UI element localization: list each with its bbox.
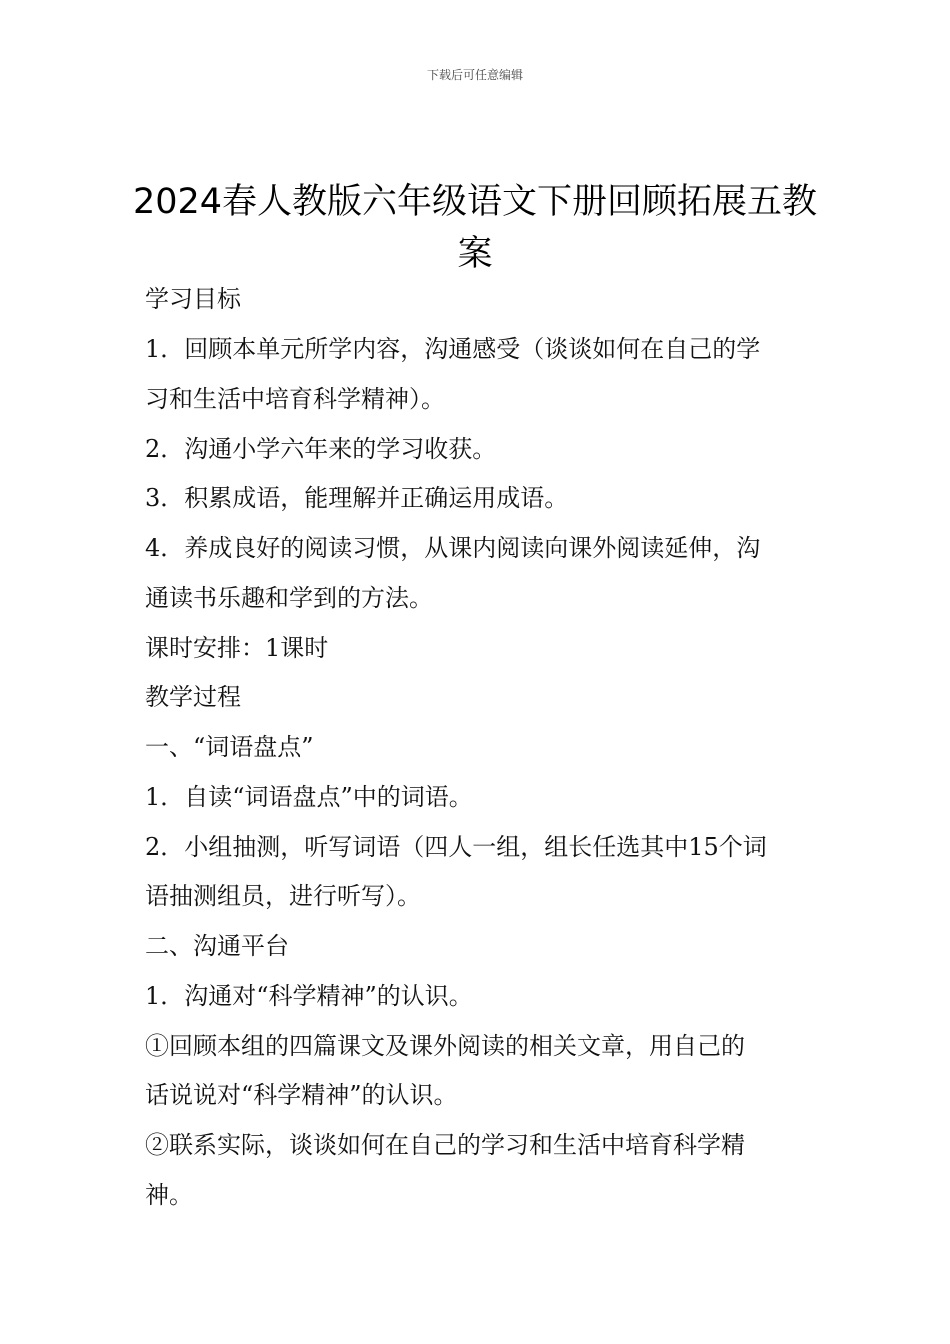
header-note: 下载后可任意编辑	[426, 68, 523, 82]
body-line: 习和生活中培育科学精神）。	[145, 385, 445, 413]
body-line: 3．积累成语，能理解并正确运用成语。	[145, 484, 569, 512]
section-heading-learning-goals: 学习目标	[145, 285, 241, 313]
section-heading-teaching-process: 教学过程	[145, 683, 241, 711]
body-line: 2．小组抽测，听写词语（四人一组，组长任选其中15个词	[145, 833, 767, 861]
body-line: 4．养成良好的阅读习惯，从课内阅读向课外阅读延伸，沟	[145, 534, 761, 562]
body-line: 1．回顾本单元所学内容，沟通感受（谈谈如何在自己的学	[145, 335, 761, 363]
section-heading: 一、“词语盘点”	[145, 733, 314, 761]
body-line: ①回顾本组的四篇课文及课外阅读的相关文章，用自己的	[145, 1032, 745, 1060]
body-line: 话说说对“科学精神”的认识。	[145, 1081, 458, 1109]
body-line: 神。	[145, 1181, 193, 1209]
document-title: 2024春人教版六年级语文下册回顾拓展五教案	[132, 182, 818, 274]
body-line: ②联系实际，谈谈如何在自己的学习和生活中培育科学精	[145, 1131, 745, 1159]
body-line: 2．沟通小学六年来的学习收获。	[145, 435, 497, 463]
body-line: 语抽测组员，进行听写）。	[145, 882, 421, 910]
section-heading: 二、沟通平台	[145, 932, 289, 960]
body-line: 1．沟通对“科学精神”的认识。	[145, 982, 473, 1010]
schedule-line: 课时安排：1课时	[145, 634, 329, 662]
body-line: 通读书乐趣和学到的方法。	[145, 584, 433, 612]
body-line: 1．自读“词语盘点”中的词语。	[145, 783, 473, 811]
